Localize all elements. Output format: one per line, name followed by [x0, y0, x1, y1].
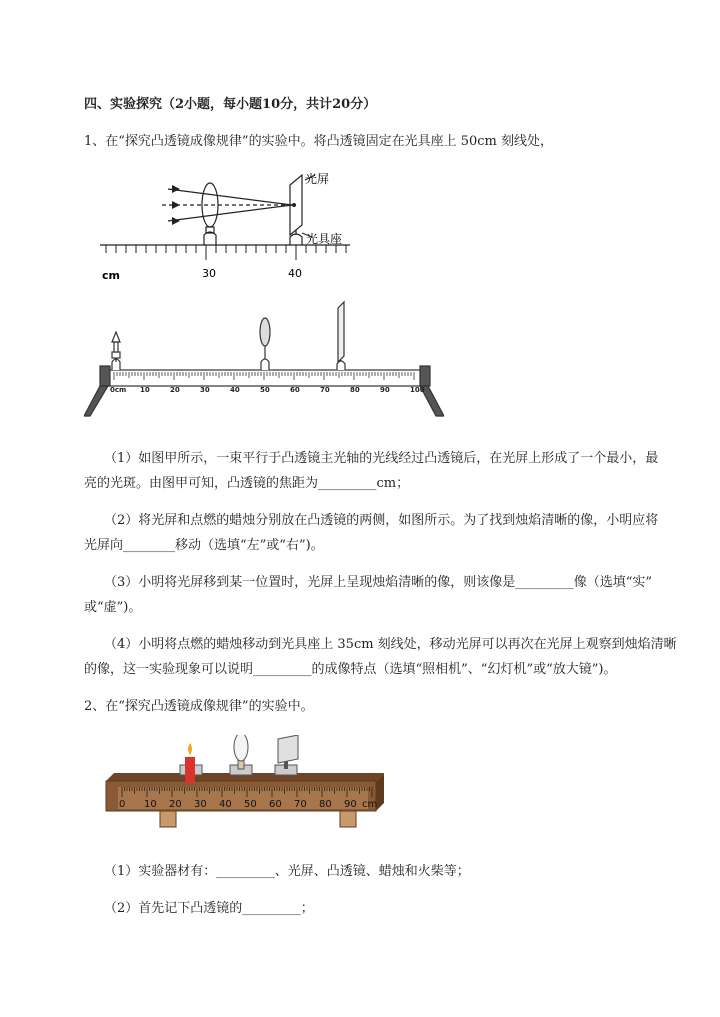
- ruler-label: 70: [294, 799, 307, 810]
- bench-label: 光具座: [306, 232, 343, 246]
- q1-part4-line1: （4）小明将点燃的蜡烛移动到光具座上 35cm 刻线处，移动光屏可以再次在光屏上观察到烛焰清晰: [104, 637, 677, 652]
- ruler-label: 0: [119, 799, 126, 810]
- ruler-label: 90: [380, 386, 390, 394]
- q1-part3-line2: 或“虚”)。: [84, 600, 142, 615]
- ruler-unit: cm: [362, 799, 378, 810]
- ruler-label: 50: [244, 799, 257, 810]
- unit-label: cm: [102, 269, 120, 282]
- q1-part2-line1: （2）将光屏和点燃的蜡烛分别放在凸透镜的两侧，如图所示。为了找到烛焰清晰的像，小明应将: [104, 513, 659, 528]
- ruler-label: 30: [194, 799, 207, 810]
- ruler-label: 40: [230, 386, 240, 394]
- ruler-label: 70: [320, 386, 330, 394]
- ruler-label: 10: [140, 386, 150, 394]
- ruler-label: 60: [269, 799, 282, 810]
- ruler-label: 0cm: [110, 386, 127, 394]
- section-title: 四、实验探究（2小题，每小题10分，共计20分）: [84, 97, 377, 112]
- q1-part3-line1: （3）小明将光屏移到某一位置时，光屏上呈现烛焰清晰的像，则该像是_________像（选填“实”: [104, 575, 653, 590]
- q1-part2-line2: 光屏向________移动（选填“左”或“右”)。: [84, 538, 324, 553]
- q1-part1-line1: （1）如图甲所示，一束平行于凸透镜主光轴的光线经过凸透镜后，在光屏上形成了一个最小，最: [104, 451, 659, 466]
- ruler-label: 20: [170, 386, 180, 394]
- q1-part4-line2: 的像，这一实验现象可以说明_________的成像特点（选填“照相机”、“幻灯机”或“放大镜”)。: [84, 662, 617, 677]
- ruler-label: 90: [344, 799, 357, 810]
- q2-part2: （2）首先记下凸透镜的_________；: [104, 901, 314, 916]
- ruler-label: 20: [169, 799, 182, 810]
- q1-stem: 1、在“探究凸透镜成像规律”的实验中。将凸透镜固定在光具座上 50cm 刻线处，: [84, 134, 553, 149]
- figure-optical-bench: [84, 300, 444, 420]
- q2-stem: 2、在“探究凸透镜成像规律”的实验中。: [84, 699, 314, 714]
- tick-label-40: 40: [288, 267, 302, 280]
- ruler-label: 80: [350, 386, 360, 394]
- ruler-label: 50: [260, 386, 270, 394]
- figure-wooden-bench: [100, 735, 390, 835]
- ruler-label: 30: [200, 386, 210, 394]
- screen-label: 光屏: [305, 172, 330, 186]
- ruler-label: 10: [144, 799, 157, 810]
- ruler-label: 60: [290, 386, 300, 394]
- q1-part1-line2: 亮的光斑。由图甲可知，凸透镜的焦距为_________cm；: [84, 476, 410, 491]
- ruler-label: 100: [410, 386, 425, 394]
- ruler-label: 80: [319, 799, 332, 810]
- figure-focal-length: [100, 165, 370, 285]
- ruler-label: 40: [219, 799, 232, 810]
- q2-part1: （1）实验器材有：_________、光屏、凸透镜、蜡烛和火柴等；: [104, 864, 470, 879]
- tick-label-30: 30: [202, 267, 216, 280]
